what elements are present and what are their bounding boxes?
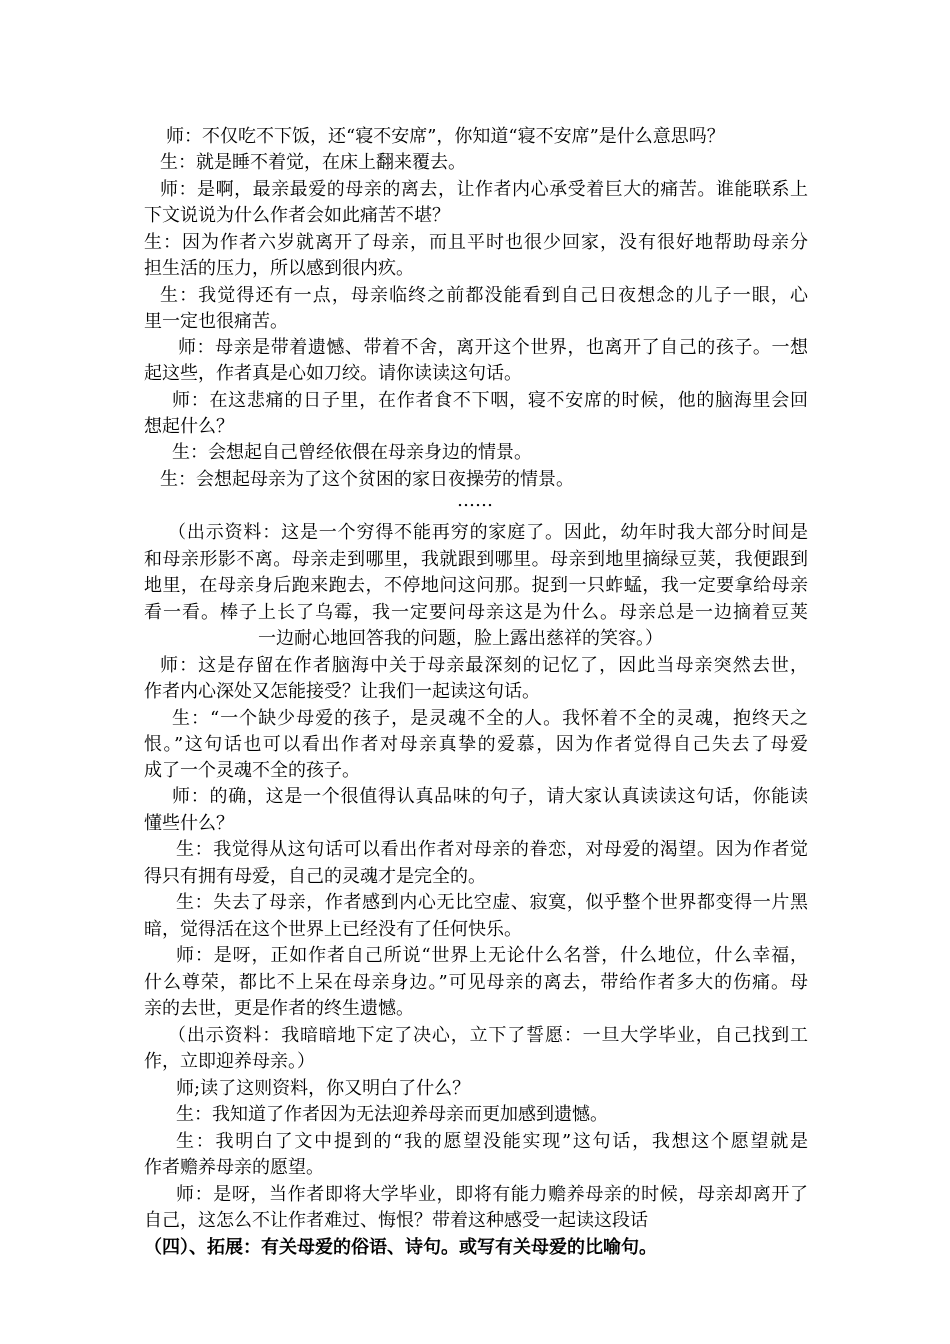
ellipsis: …… [457, 490, 493, 511]
text-line: 里一定也很痛苦。 [144, 311, 288, 332]
text-line: 师：是呀，当作者即将大学毕业，即将有能力赡养母亲的时候，母亲却离开了 [176, 1184, 808, 1205]
text-line: 生：我明白了文中提到的“我的愿望没能实现”这句话，我想这个愿望就是 [176, 1131, 808, 1152]
text-line: 作，立即迎养母亲。） [144, 1051, 315, 1072]
text-line: 成了一个灵魂不全的孩子。 [144, 760, 360, 781]
text-line: 生：我觉得还有一点，母亲临终之前都没能看到自己日夜想念的儿子一眼，心 [160, 285, 808, 306]
text-line: （出示资料：这是一个穷得不能再穷的家庭了。因此，幼年时我大部分时间是 [168, 522, 808, 543]
text-line: 地里，在母亲身后跑来跑去，不停地问这问那。捉到一只蚱蜢，我一定要拿给母亲 [144, 575, 808, 596]
text-line: 生：失去了母亲，作者感到内心无比空虚、寂寞，似乎整个世界都变得一片黑 [176, 892, 808, 913]
text-line: 起这些，作者真是心如刀绞。请你读读这句话。 [144, 363, 522, 384]
text-line: 作者内心深处又怎能接受？让我们一起读这句话。 [144, 681, 540, 702]
text-line: 作者赡养母亲的愿望。 [144, 1157, 324, 1178]
text-line: 恨。”这句话也可以看出作者对母亲真挚的爱慕，因为作者觉得自己失去了母爱 [144, 734, 808, 755]
text-line: 师：不仅吃不下饭，还“寝不安席”，你知道“寝不安席”是什么意思吗？ [166, 126, 725, 147]
text-line: 亲的去世，更是作者的终生遗憾。 [144, 998, 414, 1019]
text-line: 生：我觉得从这句话可以看出作者对母亲的眷恋，对母爱的渴望。因为作者觉 [176, 839, 808, 860]
text-line: 看一看。棒子上长了乌霉，我一定要问母亲这是为什么。母亲总是一边摘着豆荚 [144, 602, 808, 623]
text-line: 和母亲形影不离。母亲走到哪里，我就跟到哪里。母亲到地里摘绿豆荚，我便跟到 [144, 549, 808, 570]
text-line: 生：因为作者六岁就离开了母亲，而且平时也很少回家，没有很好地帮助母亲分 [144, 232, 808, 253]
text-line: 生：会想起母亲为了这个贫困的家日夜操劳的情景。 [160, 469, 574, 490]
text-line: （出示资料：我暗暗地下定了决心，立下了誓愿：一旦大学毕业，自己找到工 [168, 1025, 808, 1046]
text-line: 懂些什么？ [144, 813, 234, 834]
section-heading: （四）、拓展：有关母爱的俗语、诗句。或写有关母爱的比喻句。 [144, 1237, 657, 1258]
text-line: 生：会想起自己曾经依偎在母亲身边的情景。 [172, 442, 532, 463]
text-line: 得只有拥有母爱，自己的灵魂才是完全的。 [144, 866, 486, 887]
text-line: 担生活的压力，所以感到很内疚。 [144, 258, 414, 279]
text-line: 生：就是睡不着觉，在床上翻来覆去。 [160, 152, 466, 173]
text-line: 师;读了这则资料，你又明白了什么？ [176, 1078, 471, 1099]
text-line: 师：这是存留在作者脑海中关于母亲最深刻的记忆了，因此当母亲突然去世， [160, 655, 808, 676]
text-line: 一边耐心地回答我的问题，脸上露出慈祥的笑容。） [258, 628, 663, 649]
text-line: 师：是呀，正如作者自己所说“世界上无论什么名誉，什么地位，什么幸福， [176, 945, 808, 966]
text-line: 自己，这怎么不让作者难过、悔恨？带着这种感受一起读这段话 [144, 1210, 648, 1231]
text-line: 师：是啊，最亲最爱的母亲的离去，让作者内心承受着巨大的痛苦。谁能联系上 [160, 179, 808, 200]
text-line: 师：在这悲痛的日子里，在作者食不下咽，寝不安席的时候，他的脑海里会回 [172, 390, 808, 411]
text-line: 下文说说为什么作者会如此痛苦不堪？ [144, 205, 450, 226]
text-line: 生：我知道了作者因为无法迎养母亲而更加感到遗憾。 [176, 1104, 608, 1125]
text-line: 什么尊荣，都比不上呆在母亲身边。”可见母亲的离去，带给作者多大的伤痛。母 [144, 972, 808, 993]
text-line: 师：的确，这是一个很值得认真品味的句子，请大家认真读读这句话，你能读 [172, 786, 808, 807]
text-line: 师：母亲是带着遗憾、带着不舍，离开这个世界，也离开了自己的孩子。一想 [178, 337, 808, 358]
text-line: 生：“一个缺少母爱的孩子，是灵魂不全的人。我怀着不全的灵魂，抱终天之 [172, 708, 808, 729]
text-line: 想起什么？ [144, 416, 234, 437]
text-line: 暗，觉得活在这个世界上已经没有了任何快乐。 [144, 919, 522, 940]
